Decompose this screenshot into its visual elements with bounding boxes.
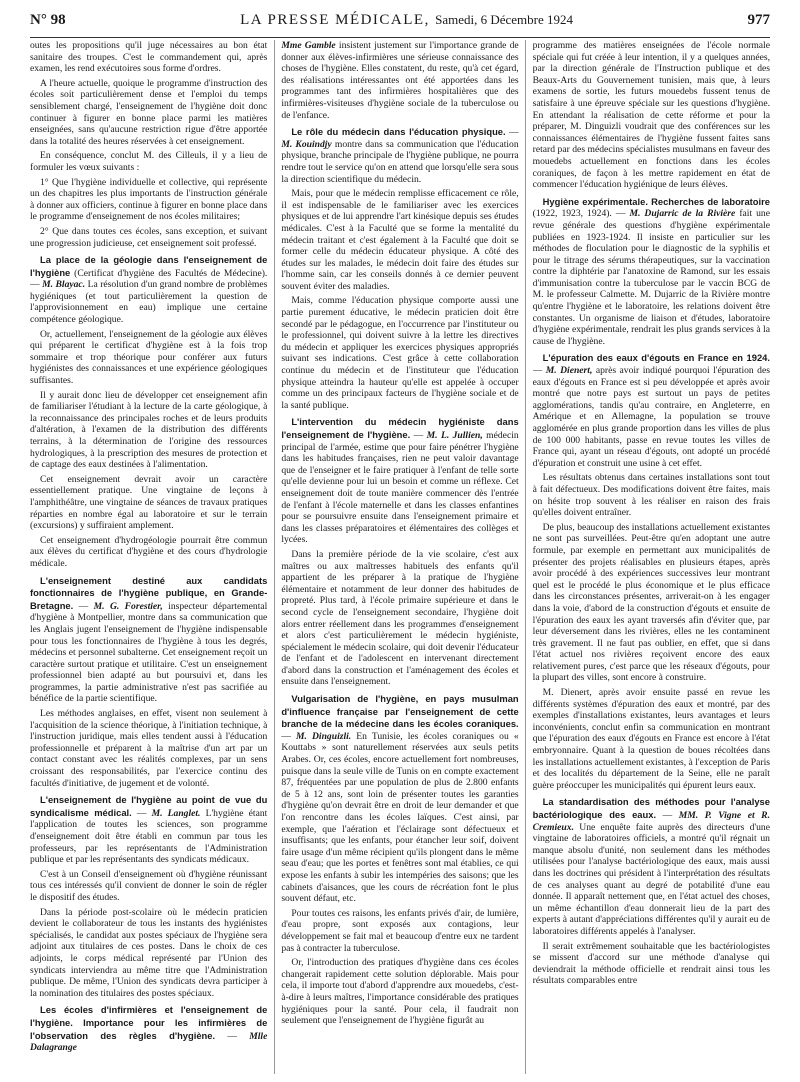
column-2: [281, 40, 518, 1076]
author-name: M. G. Forestier,: [93, 600, 163, 612]
paragraph: [281, 40, 518, 121]
author-name: M. Dujarric de la Rivière: [629, 208, 736, 220]
section-heading: L'enseignement destiné aux candidats fonctionnaires de l'hygiène publique, en Grande-Bretagne.: [30, 574, 268, 611]
section-text: Une enquête faite auprès des directeurs d'une vingtaine de laboratoires officiels, a montré qu'il régnait un manque absolu d'unité, non seulement dans les méthodes utilisées pour l'analyse bactériologique des eaux, mais aussi dans les doctrines qui président à l'interprétation des résultats de ces analyses quant au degré de potabilité d'une eau donnée. Il apparaît nettement que, en l'état actuel des choses, un même échantillon d'eau donnerait lieu de la part des experts à autant d'appréciations différentes qu'il y aurait eu de laboratoires différents appelés à l'analyser.: [532, 821, 770, 937]
paragraph: En conséquence, conclut M. des Cilleuls, il y a lieu de formuler les vœux suivants :: [30, 150, 268, 173]
paragraph: Les méthodes anglaises, en effet, visent non seulement à l'acquisition de la science théorique, à l'initiation technique, à l'instruction juridique, mais elles tendent aussi à l'éducation professionnelle et préparent à la maîtrise d'un art par un contact constant avec les réalités complexes, par un sens croissant des responsabilités, par l'exercice continu des facultés d'initiative, de jugement et de volonté.: [30, 708, 268, 789]
author-name: M. Langlet.: [151, 807, 201, 819]
section-lead: (1922, 1923, 1924). —: [532, 208, 630, 220]
section-text: montre dans sa communication que l'éducation physique, branche principale de l'hygiène publique, ne pourra rendre tout le service qu'on en attend que lorsqu'elle sera sous la direction scientifique du médecin.: [281, 138, 519, 185]
section-heading: L'épuration des eaux d'égouts en France en 1924.: [542, 352, 770, 364]
paragraph: Pour toutes ces raisons, les enfants privés d'air, de lumière, d'eau propre, sont exposés aux contagions, leur développement se fait mal et beaucoup d'entre eux ne tardent pas à contracter la tuberculose.: [281, 907, 519, 954]
section-education-physique: [281, 126, 518, 185]
paragraph: Mais, pour que le médecin remplisse efficacement ce rôle, il est indispensable de le familiariser avec les exercices physiques et de lui apprendre l'art kinésique depuis ses études médicales. C'est à la Faculté que se forme la mentalité du médecin traitant et c'est également à la Faculté que doit se former celle du médecin éducateur physique. A côté des études sur les malades, le médecin doit faire des études sur l'homme sain, car les conseils donnés à ce dernier peuvent souvent éviter des maladies.: [281, 188, 519, 292]
section-text: L'hygiène étant l'application de toutes les sciences, son programme d'enseignement doit être établi en commun par tous les professeurs, par les représentants de l'Administration publique et par les représentants des syndicats médicaux.: [30, 807, 268, 866]
author-name: M. Kouindjy: [281, 138, 332, 150]
page-header: [30, 12, 770, 38]
paragraph: 1° Que l'hygiène individuelle et collective, qui représente un des chapitres les plus importants de l'instruction générale à donner aux officiers, continue à figurer en bonne place dans le programme d'enseignement de nos écoles militaires;: [30, 176, 268, 223]
journal-title: [240, 12, 573, 29]
paragraph: Cet enseignement d'hydrogéologie pourrait être commun aux élèves du certificat d'hygiène et des cours d'hydrologie médicale.: [30, 534, 268, 569]
paragraph: Or, l'introduction des pratiques d'hygiène dans ces écoles changerait rapidement cette solution déplorable. Mais pour cela, il importe tout d'abord d'apprendre aux mouedebs, c'est-à-dire à leurs maîtres, l'importance considérable des pratiques hygiéniques pour la santé. Pour cela, il faudrait non seulement que l'enseignement de l'hygiène figurât au: [281, 957, 519, 1027]
paragraph: Les résultats obtenus dans certaines installations sont tout à fait défectueux. Des modifications doivent être faites, mais on hésite trop souvent à les réaliser en raison des frais qu'elles doivent entraîner.: [532, 472, 770, 519]
paragraph: C'est à un Conseil d'enseignement où d'hygiène réunissant tous ces intéressés qu'il convient de donner le soin de régler le dispositif des études.: [30, 868, 268, 903]
section-grande-bretagne: [30, 575, 267, 706]
column-3: [533, 40, 770, 1076]
page-number: 977: [747, 12, 770, 28]
section-infirmieres: [30, 1004, 267, 1053]
section-lead: —: [131, 807, 152, 819]
section-heading: L'intervention du médecin hygiéniste dans l'enseignement de l'hygiène.: [281, 416, 519, 440]
paragraph: Il serait extrêmement souhaitable que les bactériologistes se missent d'accord sur une méthode d'analyse qui deviendrait la méthode officielle et rendrait ainsi tous les résultats comparables entre: [532, 940, 770, 987]
paragraph: Or, actuellement, l'enseignement de la géologie aux élèves qui préparent le certificat d'hygiène est à la fois trop sommaire et trop théorique pour conférer aux futurs hygiénistes des connaissances et une expérience géologiques suffisantes.: [30, 328, 268, 387]
section-heading: Vulgarisation de l'hygiène, en pays musulman d'influence française par l'enseignement de cette branche de la médecine dans les écoles coraniques.: [281, 693, 519, 730]
paragraph: De plus, beaucoup des installations actuellement existantes ne sont pas surveillées. Peut-être qu'en adoptant une autre formule, par exemple en permettant aux municipalités de présenter des projets réalisables en plusieurs étapes, après avoir procédé à des expériences successives leur montrant quel est le procédé le plus économique et le plus efficace dans les circonstances présentes, arriverait-on à les engager dans la voie, d'abord de la construction d'égouts et ensuite de l'épuration des eaux les ayant traversés afin d'éviter que, par leur déversement dans les rivières, elles ne les contaminent très gravement. Il ne faut pas oublier, en effet, que si dans l'état actuel nos rivières reçoivent encore des eaux relativement pures, c'est parce que les réseaux d'égouts, pour la plupart des villes, sont encore à construire.: [532, 521, 770, 684]
paragraph: M. Dienert, après avoir ensuite passé en revue les différents systèmes d'épuration des eaux et montré, par des exemples d'installations existantes, leurs avantages et leurs inconvénients, conclut enfin sa communication en montrant que l'épuration des eaux d'égouts en France est encore à l'état embryonnaire. Quant à la question de boues récoltées dans les installations actuellement existantes, à l'exception de Paris et des localités du département de la Seine, elle ne paraît guère préoccuper les municipalités qui épurent leurs eaux.: [532, 687, 770, 791]
section-text: après avoir indiqué pourquoi l'épuration des eaux d'égouts en France est si peu développée et après avoir montré que notre pays est surtout un pays de petites agglomérations, tandis qu'au contraire, en Angleterre, en Amérique et en Allemagne, la population se trouve agglomérée en plus grande proportion dans les villes de plus de 100 000 habitants, passe en revue toutes les villes de France qui, ayant un réseau d'égouts, ont adopté un procédé d'épuration et construit une usine à cet effet.: [532, 365, 770, 469]
author-name: M. L. Jullien,: [426, 430, 483, 441]
author-name: Mlle Dalagrange: [30, 1030, 268, 1054]
article-columns: [30, 40, 770, 1076]
author-name: M. Dienert,: [545, 365, 593, 377]
journal-name: LA PRESSE MÉDICALE,: [240, 12, 430, 28]
paragraph: Dans la période post-scolaire où le médecin praticien devient le collaborateur de tous les instants des hygiénistes spécialisés, le candidat aux postes spéciaux de l'hygiène sera adjoint aux titulaires de ces postes. Dans le choix de ces adjoints, le corps médical représenté par l'Union des syndicats interviendra au même titre que l'Administration publique. De même, l'Union des syndicats devra participer à la nomination des titulaires des postes spéciaux.: [30, 906, 268, 999]
section-heading: Hygiène expérimentale. Recherches de laboratoire: [542, 195, 770, 207]
section-text: inspecteur départemental d'hygiène à Montpellier, montre dans sa communication que les Anglais jugent l'enseignement de l'hygiène indispensable pour tous les fonctionnaires de l'hygiène à tous les degrés, médecins et personnel subalterne. Cet enseignement reçoit un caractère surtout pratique et utilitaire. C'est un enseignement professionnel bien adapté au but poursuivi et, dans les programmes, la partie administrative n'est pas sacrifiée au bénéfice de la partie scientifique.: [30, 600, 268, 705]
section-heading: Le rôle du médecin dans l'éducation physique.: [291, 126, 506, 138]
paragraph: Cet enseignement devrait avoir un caractère essentiellement pratique. Une vingtaine de leçons à l'amphithéâtre, une vingtaine de séances de travaux pratiques réparties en nombre égal au laboratoire et sur le terrain (excursions) y suffiraient amplement.: [30, 473, 268, 532]
paragraph: 2° Que dans toutes ces écoles, sans exception, et suivant une progression judicieuse, cet enseignement soit professé.: [30, 225, 268, 249]
section-text: La résolution d'un grand nombre de problèmes hygiéniques (et tout particulièrement la question de l'approvisionnement en eau) implique une certaine compétence géologique.: [30, 279, 268, 326]
author-name: M. Blayac.: [42, 279, 86, 291]
section-lead: —: [532, 365, 546, 377]
issue-number: N° 98: [30, 12, 66, 28]
issue-date: Samedi, 6 Décembre 1924: [435, 12, 573, 27]
section-lead: —: [281, 730, 296, 742]
section-text: En Tunisie, les écoles coraniques ou « Kouttabs » sont naturellement réservées aux seuls petits Arabes. Or, ces écoles, encore actuellement fort nombreuses, puisque dans la seule ville de Tunis on en compte exactement 87, fréquentées par une population de plus de 2.800 enfants de 5 à 12 ans, sont loin de présenter toutes les garanties d'hygiène qu'on devrait être en droit de leur demander et que l'on rencontre dans les écoles laïques. C'est ainsi, par exemple, que l'aération et l'éclairage sont défectueux et insuffisants; que les enfants, pour étancher leur soif, doivent faire usage d'un même récipient qu'ils plongent dans le même seau d'eau; que les portes et fenêtres sont mal établies, ce qui expose les enfants à subir les intempéries des saisons; que les cabinets d'aisances, que les cours de récréation font le plus souvent défaut, etc.: [281, 730, 519, 905]
section-syndicalisme: [30, 794, 267, 866]
section-geologie: [30, 254, 267, 326]
paragraph: Dans la première période de la vie scolaire, c'est aux maîtres ou aux maîtresses habituels des enfants qu'il appartient de les préparer à la pratique de l'hygiène élémentaire et notamment de leur donner des habitudes de propreté. Plus tard, à l'école primaire supérieure et dans le second cycle de l'enseignement secondaire, l'hygiène doit alors entrer réellement dans les programmes d'enseignement et alors c'est particulièrement le médecin hygiéniste, spécialement le médecin scolaire, qui doit devenir l'éducateur de l'enfant et de l'adolescent en intervenant directement d'abord dans la construction et l'aménagement des écoles et ensuite dans l'enseignement.: [281, 548, 519, 688]
section-lead: —: [215, 1030, 250, 1042]
section-standardisation: [533, 796, 770, 937]
section-heading: Les écoles d'infirmières et l'enseignement de l'hygiène. Importance pour les infirmières de l'observation des règles d'hygiène.: [30, 1004, 268, 1041]
section-lead: —: [505, 127, 519, 139]
author-name: M. Dinguizli.: [296, 730, 352, 742]
column-1: [30, 40, 267, 1076]
paragraph: programme des matières enseignées de l'école normale spéciale qui fut créée à leur intention, il y a quelques années, par la direction générale de l'Instruction publique et des Beaux-Arts du Gouvernement tunisien, mais que, à leurs examens de sortie, les futurs mouedebs fussent tenus de satisfaire à une épreuve spéciale sur les questions d'hygiène. En attendant la réalisation de cette réforme et pour la préparer, M. Dinguizli voudrait que des conférences sur les connaissances élémentaires de l'hygiène fussent faites sans retard par des médecins spécialistes musulmans en faveur des mouedebs actuellement en fonctions dans les écoles coraniques, de façon à les mettre rapidement en état de commencer l'éducation hygiénique de leurs élèves.: [532, 40, 770, 191]
section-lead: —: [73, 600, 94, 612]
paragraph: outes les propositions qu'il juge nécessaires au bon état sanitaire des troupes. C'est le commandement qui, après examen, les rend exécutoires sous forme d'ordres.: [30, 40, 268, 75]
section-eaux-egouts: [533, 352, 770, 469]
section-heading: La place de la géologie dans l'enseignement de l'hygiène: [30, 254, 268, 278]
section-text: médecin principal de l'armée, estime que pour faire pénétrer l'hygiène dans les habitudes françaises, rien ne peut valoir davantage que de l'enseigner et le faire pratiquer à l'enfant de telle sorte qu'elle devienne pour lui un besoin et comme un réflexe. Cet enseignement doit de toute manière commencer dès l'entrée de l'enfant à l'école maternelle et dans les classes enfantines pour se poursuivre ensuite dans l'enseignement primaire et dans les classes préparatoires et élémentaires des collèges et lycées.: [281, 430, 519, 546]
section-medecin-hygieniste: [281, 416, 518, 546]
section-heading: La standardisation des méthodes pour l'analyse bactériologique des eaux.: [532, 796, 770, 820]
author-name: MM. P. Vigne et R. Cremieux.: [532, 810, 770, 833]
section-pays-musulman: [281, 693, 518, 905]
section-lead: (Certificat d'hygiène des Facultés de Médecine). —: [30, 267, 268, 291]
paragraph: Il y aurait donc lieu de développer cet enseignement afin de familiariser l'étudiant à la lecture de la carte géologique, à la reconnaissance des principales roches et de leurs produits d'altération, à l'examen de la distribution des différents terrains, à la détermination de l'origine des ressources hydrologiques, à la prescription des mesures de protection et de captage des eaux destinées à l'alimentation.: [30, 389, 268, 471]
section-text: insistent justement sur l'importance grande de donner aux élèves-infirmières une sérieuse connaissance des choses de l'hygiène. Elles constatent, du reste, qu'à cet égard, des réalisations intéressantes ont été apportées dans les programmes tant des infirmières hospitalières que des infirmières-visiteuses d'hygiène sociale de la tuberculose ou de l'enfance.: [281, 40, 519, 121]
author-name: Mme Gamble: [281, 40, 336, 51]
section-hygiene-experimentale: [533, 196, 770, 348]
section-heading: L'enseignement de l'hygiène au point de vue du syndicalisme médical.: [30, 794, 268, 818]
paragraph: A l'heure actuelle, quoique le programme d'instruction des écoles soit particulièrement dense et l'emploi du temps sensiblement chargé, l'enseignement de l'hygiène doit donc continuer à figurer en bonne place parmi les matières enseignées, sans qu'aucune restriction rigue d'être apportée dans la totalité des heures réservées à cet enseignement.: [30, 77, 268, 147]
paragraph: Mais, comme l'éducation physique comporte aussi une partie purement éducative, le médecin praticien doit être secondé par le pédagogue, en l'occurrence par l'instituteur ou le professionnel, qui doivent suivre à la lettre les directives du médecin et appliquer les exercices physiques appropriés suivant ses indications. C'est grâce à cette collaboration continue du médecin et de l'instituteur que l'éducation physique atteindra la hauteur qu'elle est appelée à occuper comme un des principaux facteurs de l'hygiène sociale et de la santé publique.: [281, 295, 519, 411]
section-lead: —: [410, 430, 427, 441]
section-text: fait une revue générale des questions d'hygiène expérimentale publiées en 1923-1924. Il insiste en particulier sur les méthodes de floculation pour le diagnostic de la syphilis et pour le titrage des sérums thérapeutiques, sur la vaccination contre la diphtérie par l'anatoxine de Ramond, sur les essais d'immunisation contre la tuberculose par le vaccin BCG de M. le professeur Calmette. M. Dujarric de la Rivière montre qu'entre l'hygiène et le laboratoire, les relations doivent être constantes. Un organisme de liaison et d'études, laboratoire d'hygiène expérimentale, rendrait les plus grands services à la cause de l'hygiène.: [532, 208, 770, 347]
section-lead: —: [656, 810, 679, 821]
